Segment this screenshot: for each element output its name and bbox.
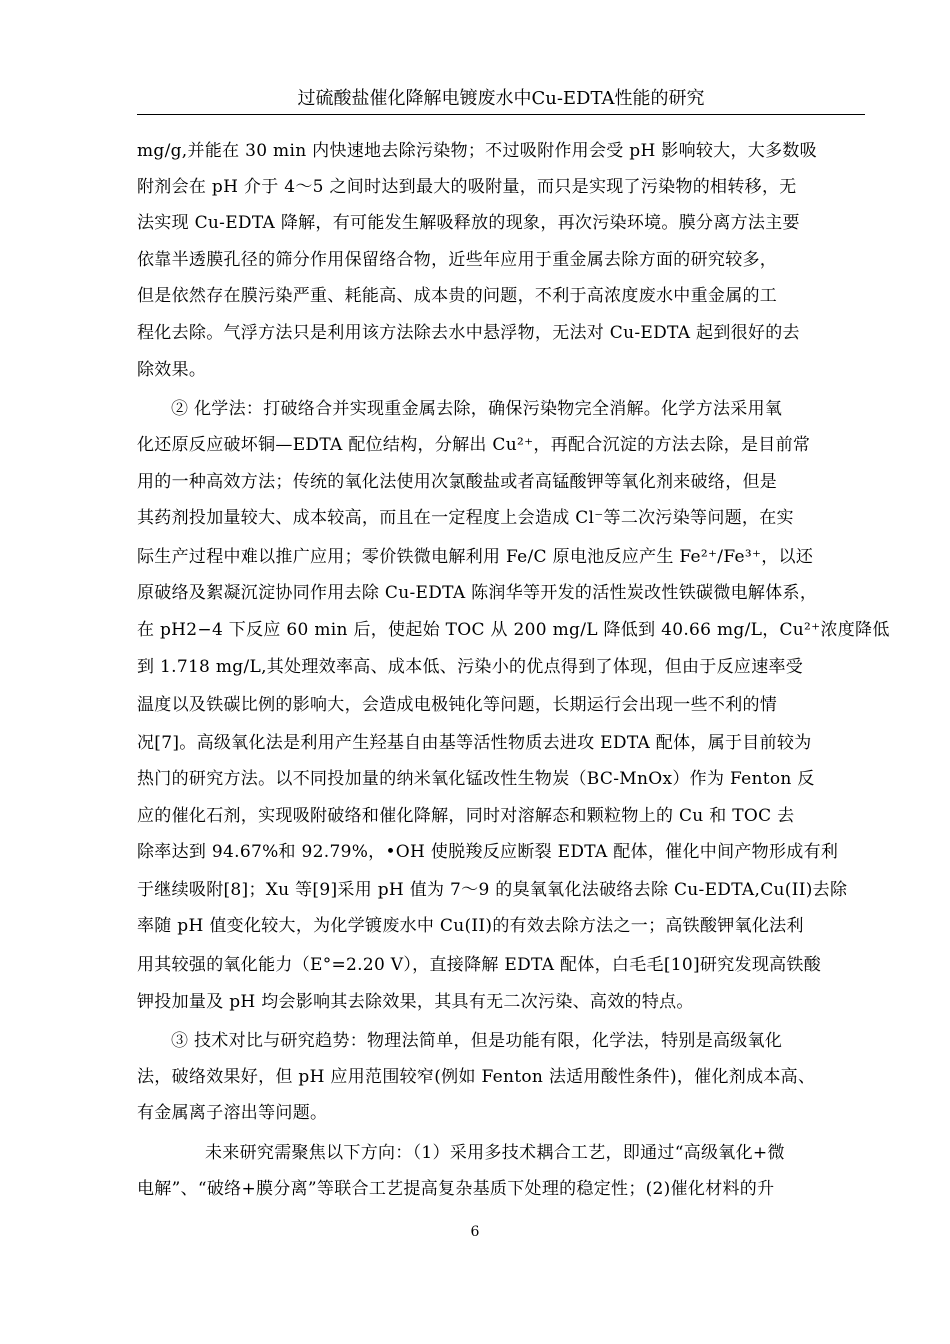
text-line: 但是依然存在膜污染严重、耗能高、成本贵的问题，不利于高浓度废水中重金属的工 (137, 286, 778, 306)
text-line: 热门的研究方法。以不同投加量的纳米氧化锰改性生物炭（BC-MnOx）作为 Fenton 反 (137, 769, 815, 789)
text-line: 原破络及絮凝沉淀协同作用去除 Cu-EDTA 陈润华等开发的活性炭改性铁碳微电解体系， (137, 583, 818, 603)
text-line: 在 pH2−4 下反应 60 min 后，使起始 TOC 从 200 mg/L 降低到 40.66 mg/L，Cu²⁺浓度降低 (137, 620, 890, 640)
text-line: 应的催化石剂，实现吸附破络和催化降解，同时对溶解态和颗粒物上的 Cu 和 TOC 去 (137, 806, 795, 826)
text-line: 程化去除。气浮方法只是利用该方法除去水中悬浮物，无法对 Cu-EDTA 起到很好的去 (137, 323, 800, 343)
text-line: 依靠半透膜孔径的筛分作用保留络合物，近些年应用于重金属去除方面的研究较多， (137, 250, 778, 270)
text-line: 法，破络效果好，但 pH 应用范围较窄(例如 Fenton 法适用酸性条件)，催化剂成本高、 (137, 1067, 816, 1087)
text-line: 法实现 Cu-EDTA 降解，有可能发生解吸释放的现象，再次污染环境。膜分离方法主要 (137, 213, 800, 233)
text-line: 际生产过程中难以推广应用；零价铁微电解利用 Fe/C 原电池反应产生 Fe²⁺/Fe³⁺，以还 (137, 547, 814, 567)
text-line: 电解”、“破络+膜分离”等联合工艺提高复杂基质下处理的稳定性；(2)催化材料的升 (137, 1179, 775, 1199)
text-line: 况[7]。高级氧化法是利用产生羟基自由基等活性物质去进攻 EDTA 配体，属于目前较为 (137, 733, 812, 753)
text-line: 除率达到 94.67%和 92.79%，•OH 使脱羧反应断裂 EDTA 配体，催化中间产物形成有利 (137, 842, 839, 862)
text-line: 用其较强的氧化能力（E°=2.20 V），直接降解 EDTA 配体，白毛毛[10]研究发现高铁酸 (137, 955, 822, 975)
text-line: 温度以及铁碳比例的影响大，会造成电极钝化等问题，长期运行会出现一些不利的情 (137, 695, 778, 715)
page-number: 6 (470, 1224, 480, 1240)
text-line: mg/g,并能在 30 min 内快速地去除污染物；不过吸附作用会受 pH 影响较大，大多数吸 (137, 141, 817, 161)
text-line: 其药剂投加量较大、成本较高，而且在一定程度上会造成 Cl⁻等二次污染等问题，在实 (137, 508, 794, 528)
text-line: 钾投加量及 pH 均会影响其去除效果，其具有无二次污染、高效的特点。 (137, 992, 694, 1012)
header-rule (137, 114, 865, 115)
running-header: 过硫酸盐催化降解电镀废水中Cu-EDTA性能的研究 (297, 88, 705, 109)
text-line: 化还原反应破坏铜—EDTA 配位结构，分解出 Cu²⁺，再配合沉淀的方法去除，是目前常 (137, 435, 811, 455)
text-line: 到 1.718 mg/L,其处理效率高、成本低、污染小的优点得到了体现，但由于反应速率受 (137, 657, 804, 677)
text-line: 用的一种高效方法；传统的氧化法使用次氯酸盐或者高锰酸钾等氧化剂来破络，但是 (137, 472, 778, 492)
text-line: 未来研究需聚焦以下方向：（1）采用多技术耦合工艺，即通过“高级氧化+微 (205, 1143, 785, 1163)
text-line: ② 化学法：打破络合并实现重金属去除，确保污染物完全消解。化学方法采用氧 (171, 399, 783, 419)
text-line: 于继续吸附[8]；Xu 等[9]采用 pH 值为 7～9 的臭氧氧化法破络去除 Cu-EDTA,Cu(II)去除 (137, 880, 848, 900)
text-line: 除效果。 (137, 360, 207, 380)
text-line: ③ 技术对比与研究趋势：物理法简单，但是功能有限，化学法，特别是高级氧化 (171, 1031, 783, 1051)
text-line: 附剂会在 pH 介于 4～5 之间时达到最大的吸附量，而只是实现了污染物的相转移，无 (137, 177, 797, 197)
text-line: 有金属离子溶出等问题。 (137, 1103, 328, 1123)
text-line: 率随 pH 值变化较大，为化学镀废水中 Cu(II)的有效去除方法之一；高铁酸钾氧化法利 (137, 916, 804, 936)
